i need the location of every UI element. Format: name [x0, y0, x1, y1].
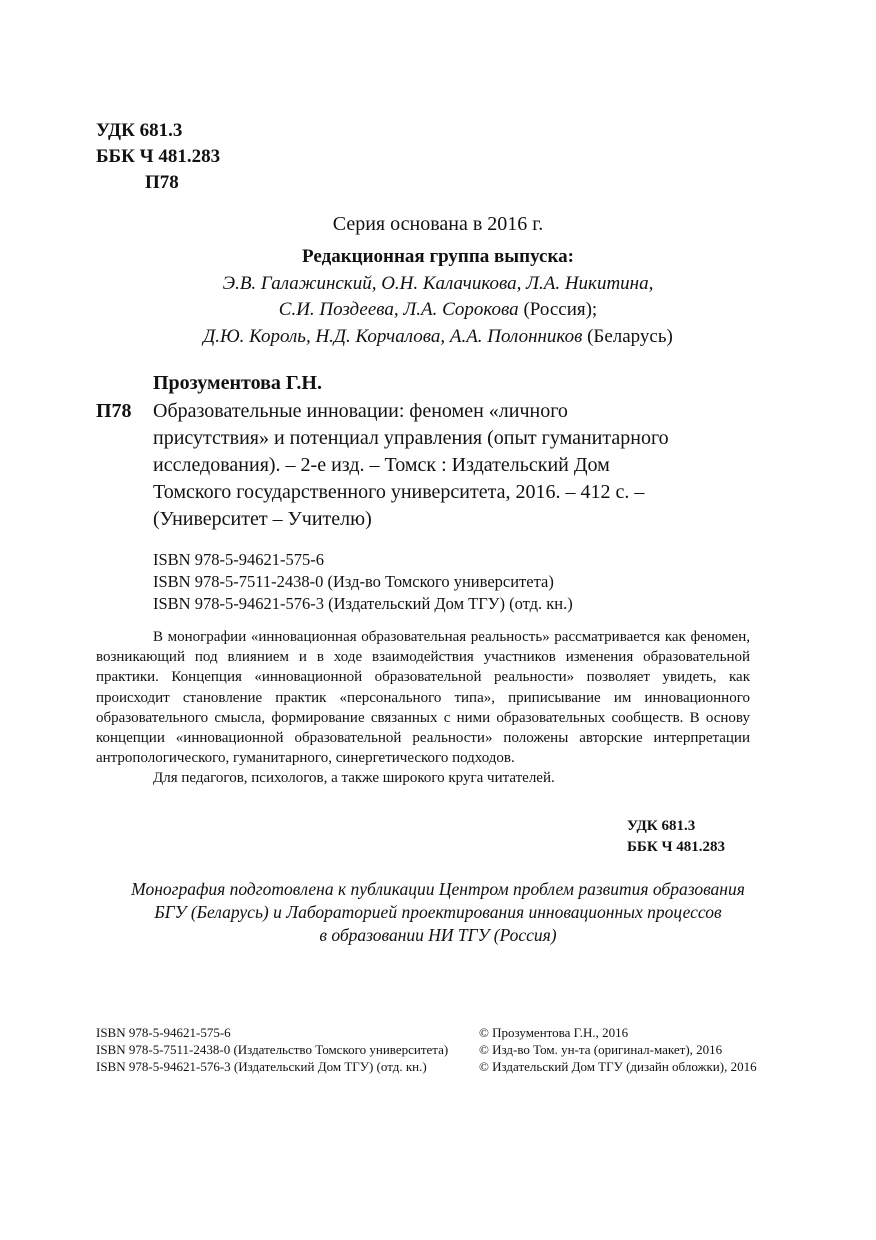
- bbk-code-bottom: ББК Ч 481.283: [627, 839, 725, 855]
- editorial-group-line-3: [0, 326, 876, 348]
- series-note: Серия основана в 2016 г.: [332, 213, 544, 235]
- editorial-group-country-russia: (Россия);: [518, 299, 598, 320]
- preparation-note-line-2: БГУ (Беларусь) и Лабораторией проектирования инновационных процессов: [154, 902, 722, 922]
- editorial-group-line-2: [0, 299, 876, 321]
- bbk-code: ББК Ч 481.283: [96, 146, 221, 167]
- editorial-group-line-1: Э.В. Галажинский, О.Н. Калачикова, Л.А. Никитина,: [222, 273, 654, 294]
- annotation-paragraph: В монографии «инновационная образовательная реальность» рассматривается как феномен, возникающий под влиянием и в ходе взаимодействия участников изменения образовательной практики. Концепция «инновационной образовательной реальности» позволяет увидеть, как происходит становление практик «персонального типа», приписывание им инновационного образовательного смысла, формирование связанных с ними образовательных сообществ. В основу концепции «инновационной образовательной реальности» положены авторские интерпретации антропологического, гуманитарного, синергетического подходов.: [96, 629, 750, 767]
- footer-copyright-3: © Издательский Дом ТГУ (дизайн обложки), 2016: [479, 1059, 757, 1074]
- annotation-audience: Для педагогов, психологов, а также широкого круга читателей.: [153, 770, 555, 787]
- preparation-note-line-1: Монография подготовлена к публикации Центром проблем развития образования: [131, 879, 745, 899]
- footer-isbn-1: ISBN 978-5-94621-575-6: [96, 1025, 231, 1040]
- udk-code: УДК 681.3: [96, 120, 183, 141]
- author-mark: П78: [145, 172, 179, 193]
- footer-isbn-2: ISBN 978-5-7511-2438-0 (Издательство Томского университета): [96, 1042, 449, 1057]
- entry-isbn-1: ISBN 978-5-94621-575-6: [153, 550, 324, 569]
- editorial-group-heading: Редакционная группа выпуска:: [302, 246, 574, 267]
- udk-code-bottom: УДК 681.3: [627, 818, 696, 834]
- editorial-group-names-belarus: Д.Ю. Король, Н.Д. Корчалова, А.А. Полонников: [203, 326, 583, 347]
- footer-isbn-3: ISBN 978-5-94621-576-3 (Издательский Дом ТГУ) (отд. кн.): [96, 1059, 427, 1074]
- entry-title-line-3: исследования). – 2-е изд. – Томск : Издательский Дом: [153, 454, 610, 476]
- footer-copyright-2: © Изд-во Том. ун-та (оригинал-макет), 2016: [479, 1042, 723, 1057]
- footer-copyright-1: © Прозументова Г.Н., 2016: [479, 1025, 629, 1040]
- annotation: [96, 627, 750, 789]
- entry-title-line-5: (Университет – Учителю): [153, 508, 372, 530]
- editorial-group-names-russia: С.И. Поздеева, Л.А. Сорокова: [278, 299, 519, 320]
- editorial-group-country-belarus: (Беларусь): [582, 326, 673, 347]
- entry-mark: П78: [96, 400, 132, 422]
- entry-author: Прозументова Г.Н.: [153, 372, 322, 394]
- entry-title-line-2: присутствия» и потенциал управления (опыт гуманитарного: [153, 427, 669, 449]
- preparation-note-line-3: в образовании НИ ТГУ (Россия): [319, 925, 557, 945]
- entry-title-line-4: Томского государственного университета, 2016. – 412 с. –: [153, 481, 645, 503]
- entry-isbn-3: ISBN 978-5-94621-576-3 (Издательский Дом ТГУ) (отд. кн.): [153, 594, 573, 613]
- entry-isbn-2: ISBN 978-5-7511-2438-0 (Изд-во Томского университета): [153, 572, 554, 591]
- entry-title-line-1: Образовательные инновации: феномен «личного: [153, 400, 568, 422]
